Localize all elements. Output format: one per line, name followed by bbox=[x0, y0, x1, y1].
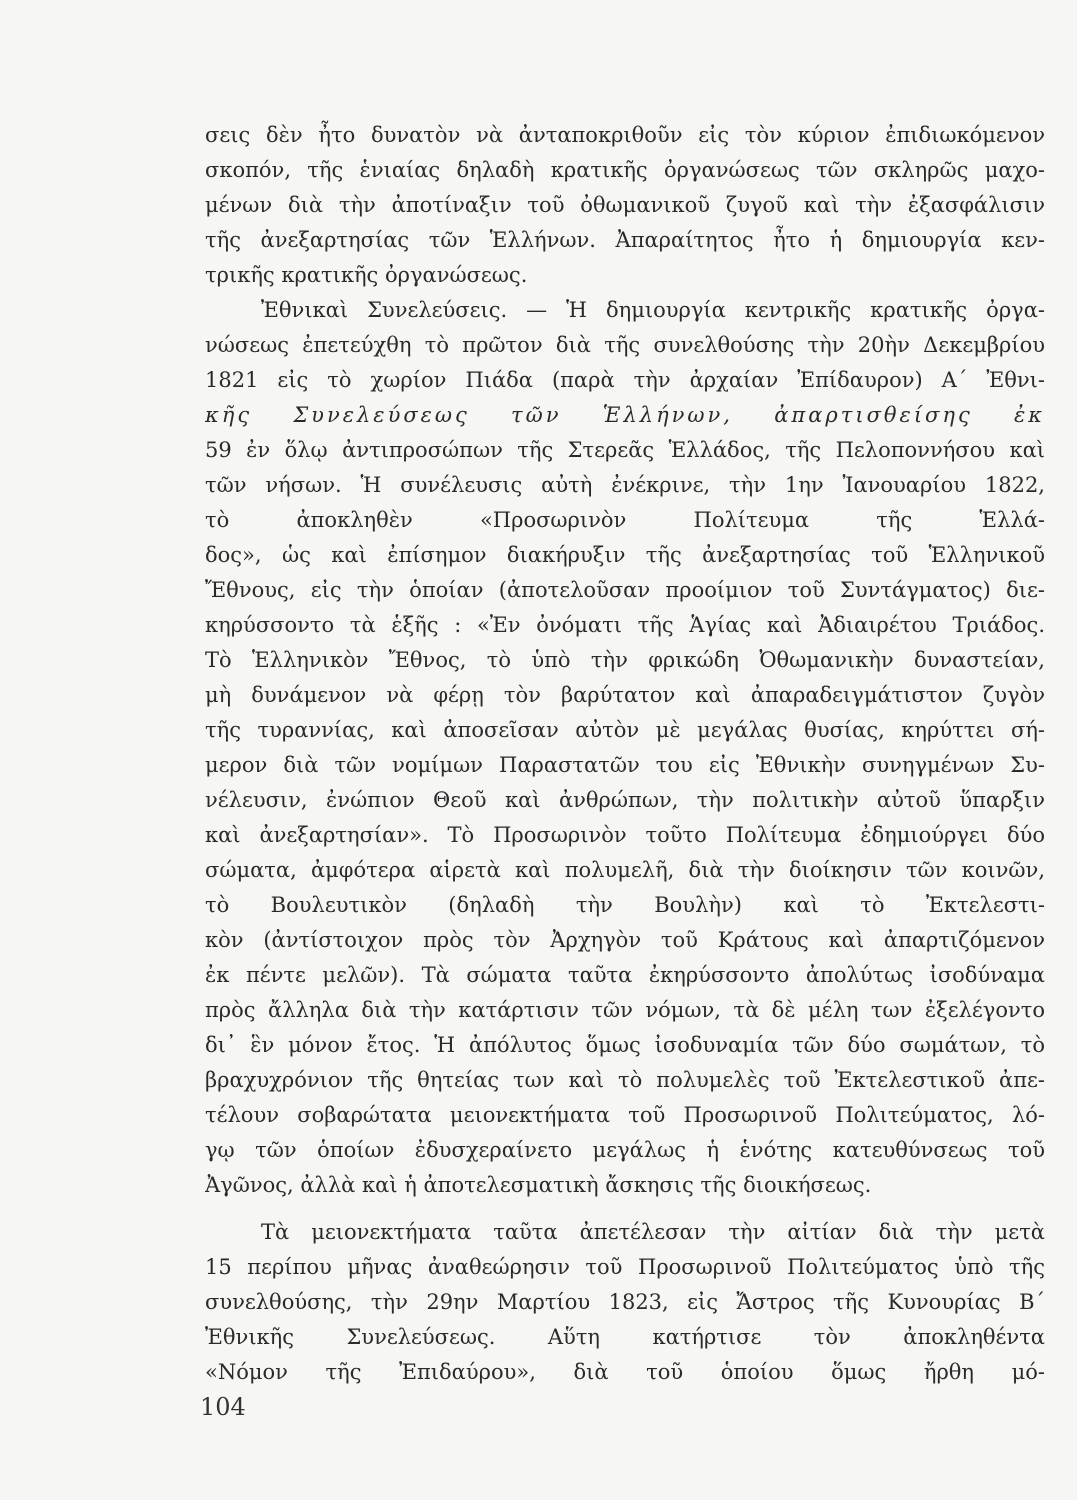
text-line: Ἔθνους, εἰς τὴν ὁποίαν (ἀποτελοῦσαν προοίμιον τοῦ Συντάγματος) διε- bbox=[205, 578, 1045, 602]
text-line: τῆς τυραννίας, καὶ ἀποσεῖσαν αὐτὸν μὲ μεγάλας θυσίας, κηρύττει σή- bbox=[205, 718, 1045, 742]
text-line: καὶ ἀνεξαρτησίαν». Τὸ Προσωρινὸν τοῦτο Πολίτευμα ἐδημιούργει δύο bbox=[205, 823, 1045, 847]
text-line: σώματα, ἀμφότερα αἱρετὰ καὶ πολυμελῆ, διὰ τὴν διοίκησιν τῶν κοινῶν, bbox=[205, 858, 1045, 882]
text-line: 15 περίπου μῆνας ἀναθεώρησιν τοῦ Προσωρινοῦ Πολιτεύματος ὑπὸ τῆς bbox=[205, 1255, 1045, 1279]
text-line: τρικῆς κρατικῆς ὀργανώσεως. bbox=[205, 263, 528, 287]
text-line: «Νόμον τῆς Ἐπιδαύρου», διὰ τοῦ ὁποίου ὅμως ἤρθη μό- bbox=[205, 1360, 1045, 1384]
text-line: τῆς ἀνεξαρτησίας τῶν Ἑλλήνων. Ἀπαραίτητος ἦτο ἡ δημιουργία κεν- bbox=[205, 228, 1045, 252]
paragraph-start-line: Τὰ μειονεκτήματα ταῦτα ἀπετέλεσαν τὴν αἰτίαν διὰ τὴν μετὰ bbox=[261, 1220, 1045, 1244]
text-line: 1821 εἰς τὸ χωρίον Πιάδα (παρὰ τὴν ἀρχαίαν Ἐπίδαυρον) Α΄ Ἐθνι- bbox=[205, 368, 1045, 392]
text-line: Ἀγῶνος, ἀλλὰ καὶ ἡ ἀποτελεσματικὴ ἄσκησις τῆς διοικήσεως. bbox=[205, 1173, 872, 1197]
text-line: τέλουν σοβαρώτατα μειονεκτήματα τοῦ Προσωρινοῦ Πολιτεύματος, λό- bbox=[205, 1103, 1045, 1127]
text-line: μένων διὰ τὴν ἀποτίναξιν τοῦ ὀθωμανικοῦ ζυγοῦ καὶ τὴν ἐξασφάλισιν bbox=[205, 193, 1045, 217]
text-line: μὴ δυνάμενον νὰ φέρῃ τὸν βαρύτατον καὶ ἀπαραδειγμάτιστον ζυγὸν bbox=[205, 683, 1045, 707]
text-line: σεις δὲν ἦτο δυνατὸν νὰ ἀνταποκριθοῦν εἰς τὸν κύριον ἐπιδιωκόμενον bbox=[205, 123, 1045, 147]
text-line: δι᾽ ἓν μόνον ἔτος. Ἡ ἀπόλυτος ὅμως ἰσοδυναμία τῶν δύο σωμάτων, τὸ bbox=[205, 1033, 1045, 1057]
text-line: κὸν (ἀντίστοιχον πρὸς τὸν Ἀρχηγὸν τοῦ Κράτους καὶ ἀπαρτιζόμενον bbox=[205, 928, 1045, 952]
body-text bbox=[205, 118, 1045, 1390]
page-number: 104 bbox=[200, 1393, 246, 1421]
text-line: νώσεως ἐπετεύχθη τὸ πρῶτον διὰ τῆς συνελθούσης τὴν 20ὴν Δεκεμβρίου bbox=[205, 333, 1045, 357]
text-line: 59 ἐν ὅλῳ ἀντιπροσώπων τῆς Στερεᾶς Ἑλλάδος, τῆς Πελοποννήσου καὶ bbox=[205, 438, 1045, 462]
section-heading-line: Ἐθνικαὶ Συνελεύσεις. — Ἡ δημιουργία κεντρικῆς κρατικῆς ὀργα- bbox=[261, 298, 1045, 322]
text-line: νέλευσιν, ἐνώπιον Θεοῦ καὶ ἀνθρώπων, τὴν πολιτικὴν αὐτοῦ ὕπαρξιν bbox=[205, 788, 1045, 812]
text-line: γῳ τῶν ὁποίων ἐδυσχεραίνετο μεγάλως ἡ ἑνότης κατευθύνσεως τοῦ bbox=[205, 1138, 1045, 1162]
text-line: σκοπόν, τῆς ἑνιαίας δηλαδὴ κρατικῆς ὀργανώσεως τῶν σκληρῶς μαχο- bbox=[205, 158, 1045, 182]
text-line: τὸ ἀποκληθὲν «Προσωρινὸν Πολίτευμα τῆς Ἑλλά- bbox=[205, 508, 1045, 532]
text-line: δος», ὡς καὶ ἐπίσημον διακήρυξιν τῆς ἀνεξαρτησίας τοῦ Ἑλληνικοῦ bbox=[205, 543, 1045, 567]
text-line: Ἐθνικῆς Συνελεύσεως. Αὕτη κατήρτισε τὸν ἀποκληθέντα bbox=[205, 1325, 1045, 1349]
text-line: Τὸ Ἑλληνικὸν Ἔθνος, τὸ ὑπὸ τὴν φρικώδη Ὀθωμανικὴν δυναστείαν, bbox=[205, 648, 1045, 672]
text-line: ἐκ πέντε μελῶν). Τὰ σώματα ταῦτα ἐκηρύσσοντο ἀπολύτως ἰσοδύναμα bbox=[205, 963, 1045, 987]
text-line: πρὸς ἄλληλα διὰ τὴν κατάρτισιν τῶν νόμων, τὰ δὲ μέλη των ἐξελέγοντο bbox=[205, 998, 1045, 1022]
text-line: τὸ Βουλευτικὸν (δηλαδὴ τὴν Βουλὴν) καὶ τὸ Ἐκτελεστι- bbox=[205, 893, 1045, 917]
text-line: κηρύσσοντο τὰ ἑξῆς : «Ἐν ὀνόματι τῆς Ἁγίας καὶ Ἀδιαιρέτου Τριάδος. bbox=[205, 613, 1045, 637]
text-line: συνελθούσης, τὴν 29ην Μαρτίου 1823, εἰς Ἄστρος τῆς Κυνουρίας Β΄ bbox=[205, 1290, 1045, 1314]
text-line: μερον διὰ τῶν νομίμων Παραστατῶν του εἰς Ἐθνικὴν συνηγμένων Συ- bbox=[205, 753, 1045, 777]
text-line-spaced: κῆς Συνελεύσεως τῶν Ἑλλήνων, ἀπαρτισθείσης ἐκ bbox=[205, 403, 1045, 427]
text-line: τῶν νήσων. Ἡ συνέλευσις αὐτὴ ἐνέκρινε, τὴν 1ην Ἰανουαρίου 1822, bbox=[205, 473, 1045, 497]
text-line: βραχυχρόνιον τῆς θητείας των καὶ τὸ πολυμελὲς τοῦ Ἐκτελεστικοῦ ἀπε- bbox=[205, 1068, 1045, 1092]
